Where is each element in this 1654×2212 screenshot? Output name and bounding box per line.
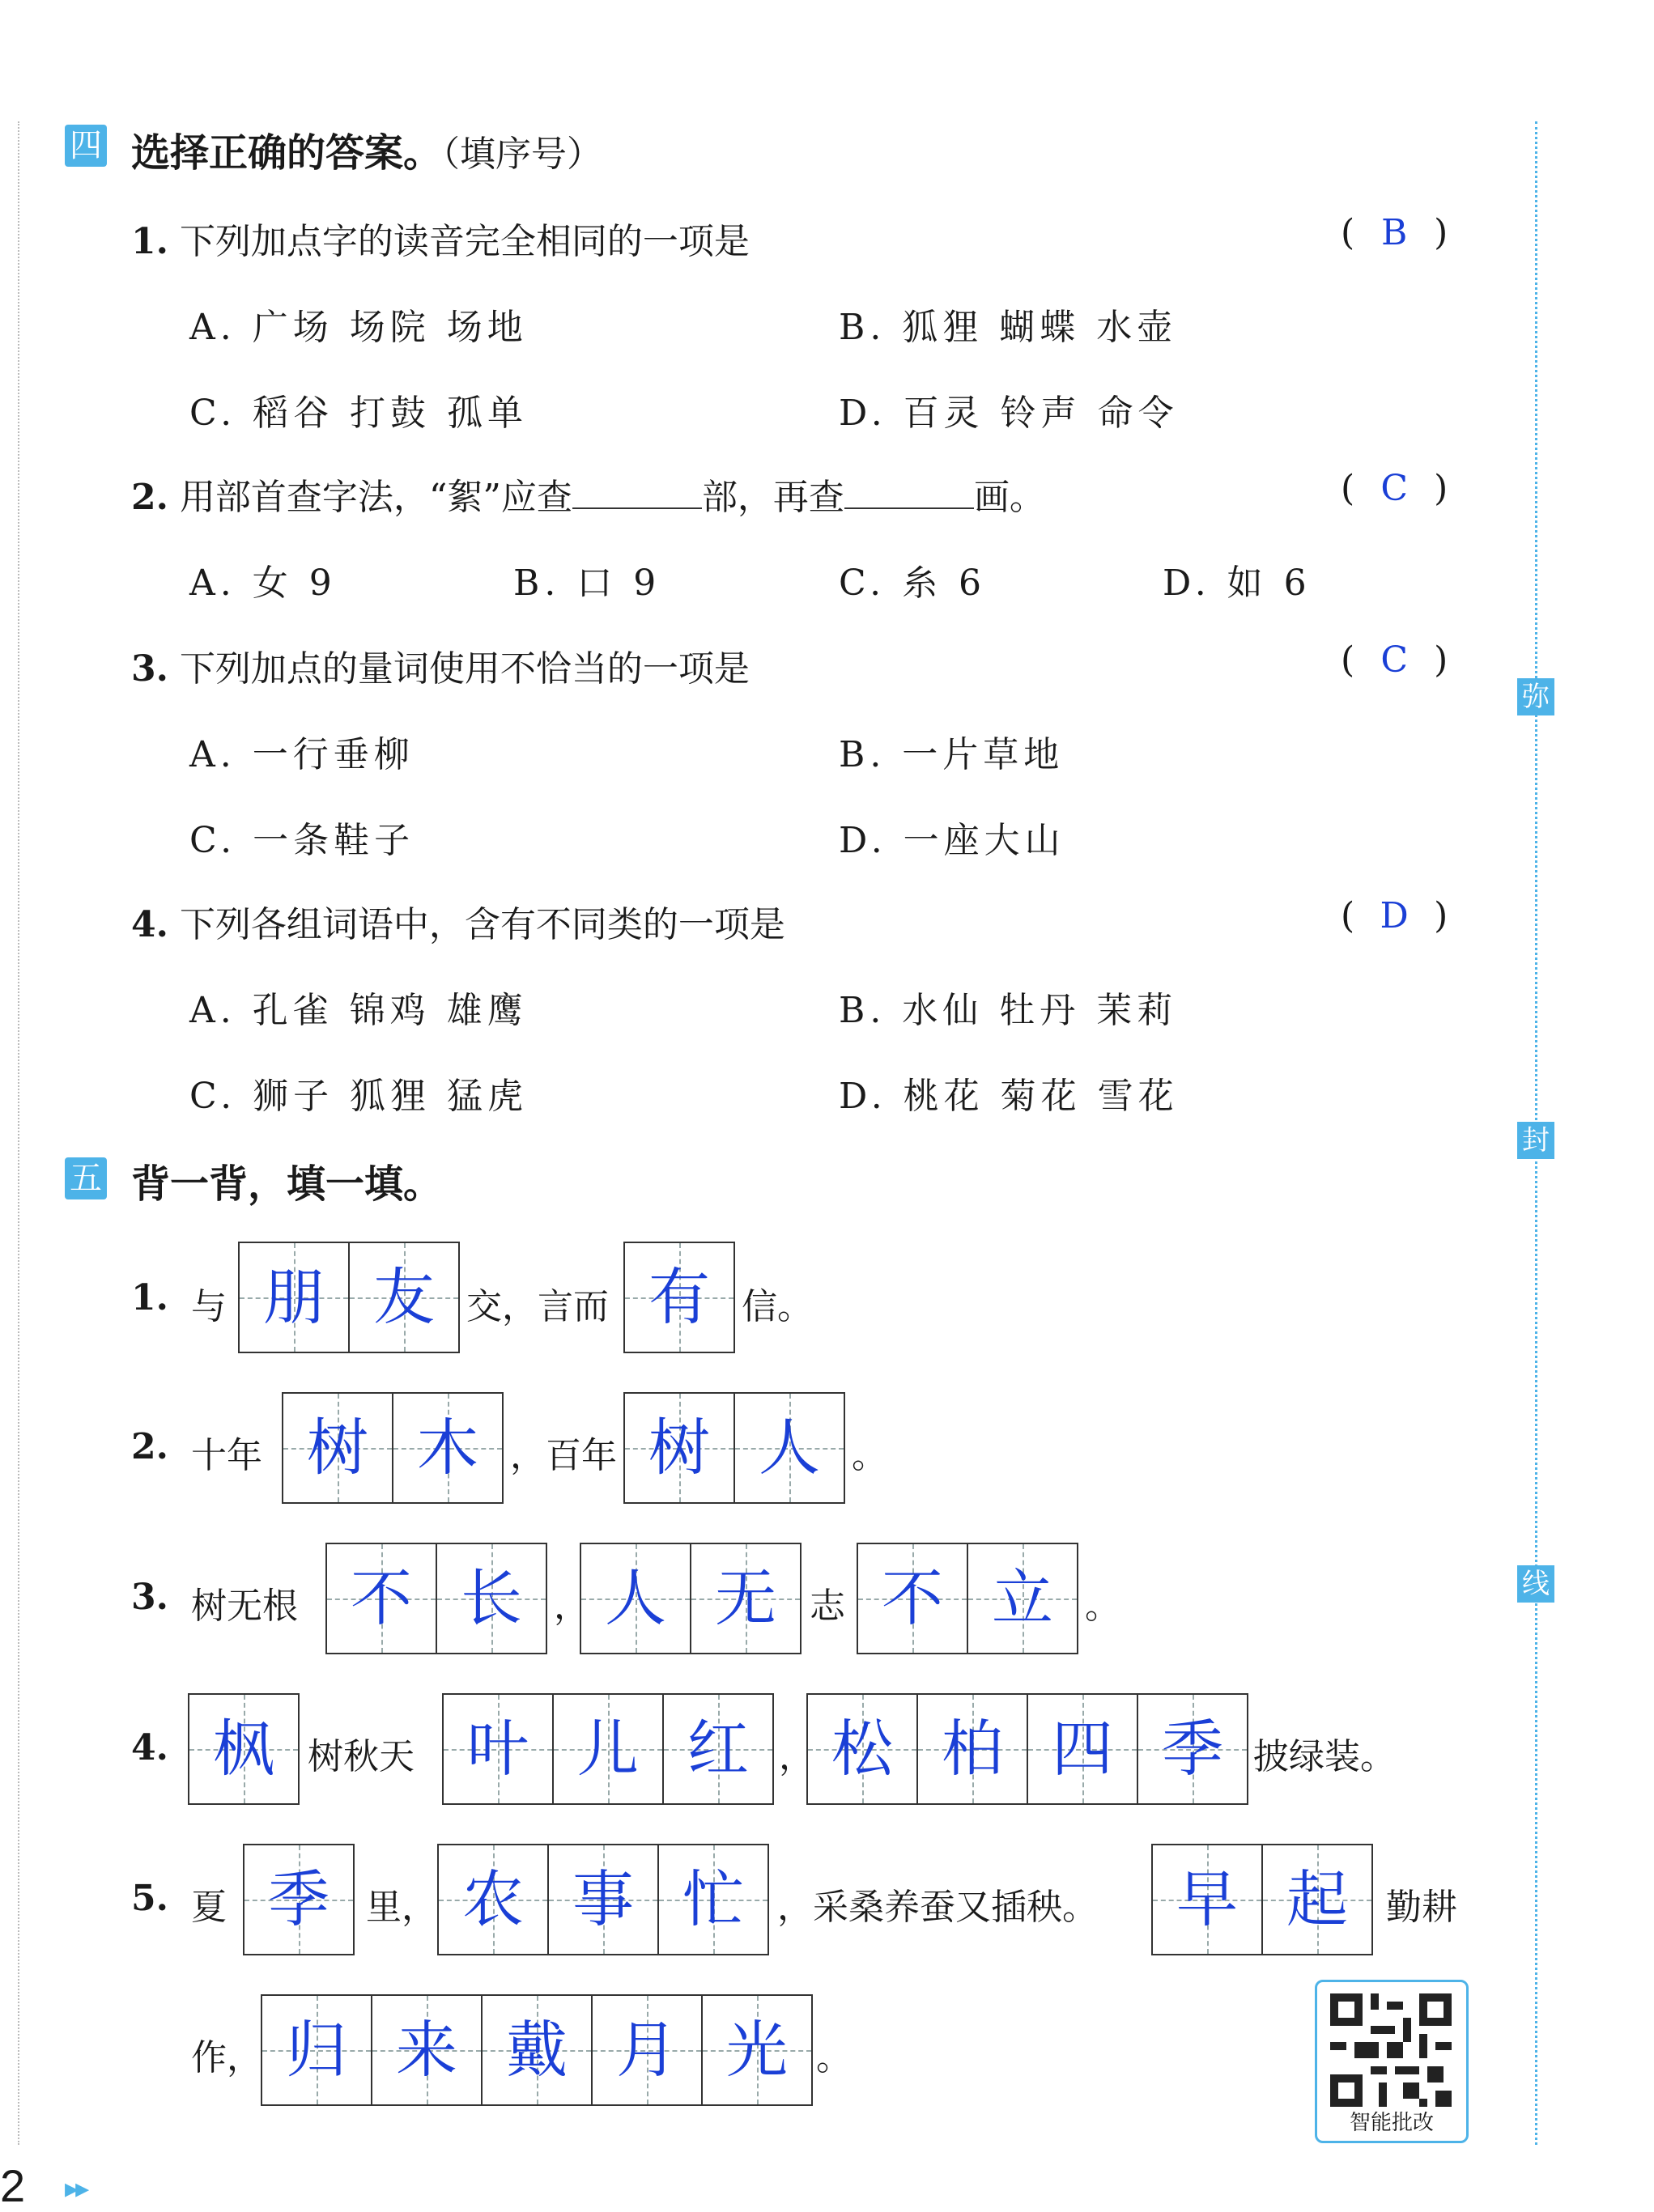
item-2-text-3: 。 <box>852 1435 887 1476</box>
section-4-title-text: 选择正确的答案。 <box>131 130 443 176</box>
item-1-text-3: 信。 <box>742 1286 813 1327</box>
item-3-number: 3. <box>131 1577 168 1618</box>
section-5-title: 背一背，填一填。 <box>131 1161 443 1207</box>
section-4-title <box>131 121 602 177</box>
question-number: 2. <box>131 477 168 518</box>
answer-cell: 有 <box>623 1242 735 1353</box>
page-number: 2 <box>0 2160 26 2211</box>
option-1b: B. 狐狸 蝴蝶 水壶 <box>839 307 1178 348</box>
item-5-boxes-3 <box>1151 1844 1373 1955</box>
answer-cell: 戴 <box>481 1994 593 2106</box>
option-4c: C. 狮子 狐狸 猛虎 <box>189 1076 529 1117</box>
item-5-text-2: 里， <box>366 1887 437 1928</box>
option-1a: A. 广场 场院 场地 <box>189 307 528 348</box>
question-text-a: 用部首查字法，“絮”应查 <box>179 477 572 518</box>
answer-cell: 起 <box>1261 1844 1373 1955</box>
seal-tag-2: 封 <box>1517 1122 1554 1159</box>
option-3a: A. 一行垂柳 <box>189 734 415 775</box>
answer-cell: 农 <box>437 1844 549 1955</box>
item-3-boxes-1 <box>325 1543 547 1654</box>
answer-cell: 树 <box>623 1392 735 1504</box>
item-4-boxes-1 <box>188 1693 300 1805</box>
answer-cell: 树 <box>282 1392 393 1504</box>
item-5-text-4: 勤耕 <box>1386 1887 1457 1928</box>
item-2-text-1: 十年 <box>191 1435 262 1476</box>
item-3-text-2: ， <box>554 1586 589 1627</box>
qr-label: 智能批改 <box>1349 2111 1434 2135</box>
section-4-hint: （填序号） <box>442 134 603 175</box>
item-3-text-4: 。 <box>1085 1586 1120 1627</box>
option-1c: C. 稻谷 打鼓 孤单 <box>189 393 529 434</box>
option-2c: C. 糸 6 <box>839 563 987 604</box>
item-5-text-3: ，采桑养蚕又插秧。 <box>777 1887 1098 1928</box>
fill-blank[interactable] <box>572 499 702 509</box>
item-5-boxes-1 <box>243 1844 355 1955</box>
item-4-boxes-3 <box>806 1693 1248 1805</box>
answer-cell: 月 <box>591 1994 703 2106</box>
answer-2: C <box>1380 468 1408 509</box>
answer-4: D <box>1380 895 1409 936</box>
fill-blank[interactable] <box>844 499 974 509</box>
answer-3: C <box>1380 639 1408 681</box>
question-text: 下列加点字的读音完全相同的一项是 <box>179 221 750 262</box>
seal-tag-1: 弥 <box>1517 678 1554 715</box>
question-number: 3. <box>131 648 168 690</box>
question-text-c: 画。 <box>973 477 1045 518</box>
answer-cell: 忙 <box>657 1844 769 1955</box>
item-3-boxes-3 <box>857 1543 1078 1654</box>
option-1d: D. 百灵 铃声 命令 <box>839 393 1179 434</box>
answer-cell: 季 <box>243 1844 355 1955</box>
answer-cell: 红 <box>662 1693 774 1805</box>
question-2 <box>131 468 1045 520</box>
item-4-text-3: 披绿装。 <box>1253 1736 1396 1777</box>
question-number: 1. <box>131 221 168 262</box>
item-2-boxes-1 <box>282 1392 504 1504</box>
answer-paren-2: ( C ) <box>1341 468 1448 509</box>
item-5-number: 5. <box>131 1878 168 1919</box>
answer-cell: 叶 <box>442 1693 554 1805</box>
question-text: 下列各组词语中，含有不同类的一项是 <box>179 904 785 945</box>
option-4a: A. 孔雀 锦鸡 雄鹰 <box>189 990 528 1031</box>
answer-cell: 来 <box>371 1994 483 2106</box>
option-2d: D. 如 6 <box>1163 563 1312 604</box>
item-3-text-3: 志 <box>810 1586 845 1627</box>
item-3-text-1: 树无根 <box>191 1586 298 1627</box>
item-2-text-2: ，百年 <box>510 1435 617 1476</box>
option-3d: D. 一座大山 <box>839 820 1065 861</box>
item-4-text-1: 树秋天 <box>308 1736 415 1777</box>
answer-cell: 柏 <box>916 1693 1028 1805</box>
answer-cell: 人 <box>733 1392 845 1504</box>
item-5-text-5: 作， <box>191 2037 262 2078</box>
answer-cell: 枫 <box>188 1693 300 1805</box>
question-4 <box>131 895 785 947</box>
answer-cell: 不 <box>325 1543 437 1654</box>
item-4-number: 4. <box>131 1727 168 1768</box>
item-5-boxes-4 <box>261 1994 813 2106</box>
answer-cell: 归 <box>261 1994 372 2106</box>
answer-cell: 人 <box>580 1543 691 1654</box>
answer-cell: 季 <box>1137 1693 1248 1805</box>
item-1-text-2: 交，言而 <box>466 1286 609 1327</box>
answer-1: B <box>1380 212 1408 253</box>
option-2b: B. 口 9 <box>513 563 661 604</box>
item-4-boxes-2 <box>442 1693 774 1805</box>
question-text-b: 部，再查 <box>701 477 844 518</box>
answer-cell: 朋 <box>238 1242 350 1353</box>
answer-paren-3: ( C ) <box>1341 639 1448 681</box>
item-1-number: 1. <box>131 1277 168 1318</box>
left-margin-line <box>18 121 19 2145</box>
answer-cell: 松 <box>806 1693 918 1805</box>
option-3b: B. 一片草地 <box>839 734 1065 775</box>
item-2-number: 2. <box>131 1426 168 1467</box>
item-5-text-6: 。 <box>816 2037 852 2078</box>
answer-paren-1: ( B ) <box>1341 212 1448 253</box>
question-number: 4. <box>131 904 168 945</box>
option-2a: A. 女 9 <box>189 563 337 604</box>
section-4-icon: 四 <box>65 125 107 167</box>
question-text: 下列加点的量词使用不恰当的一项是 <box>179 648 750 690</box>
answer-cell: 早 <box>1151 1844 1263 1955</box>
qr-code-icon <box>1330 1993 1452 2107</box>
item-2-boxes-2 <box>623 1392 845 1504</box>
answer-cell: 光 <box>701 1994 813 2106</box>
answer-cell: 木 <box>392 1392 504 1504</box>
answer-cell: 无 <box>690 1543 801 1654</box>
option-4d: D. 桃花 菊花 雪花 <box>839 1076 1179 1117</box>
section-5-icon: 五 <box>65 1157 107 1199</box>
answer-cell: 四 <box>1027 1693 1138 1805</box>
answer-cell: 事 <box>547 1844 659 1955</box>
question-1 <box>131 212 750 264</box>
qr-code[interactable] <box>1315 1980 1469 2143</box>
answer-cell: 友 <box>348 1242 460 1353</box>
item-1-boxes-2 <box>623 1242 735 1353</box>
answer-cell: 不 <box>857 1543 968 1654</box>
answer-paren-4: ( D ) <box>1341 895 1448 936</box>
item-3-boxes-2 <box>580 1543 801 1654</box>
question-3 <box>131 639 750 691</box>
item-4-text-2: ， <box>779 1736 814 1777</box>
seal-tag-3: 线 <box>1517 1565 1554 1603</box>
option-4b: B. 水仙 牡丹 茉莉 <box>839 990 1178 1031</box>
answer-cell: 立 <box>967 1543 1078 1654</box>
item-5-boxes-2 <box>437 1844 769 1955</box>
item-1-boxes-1 <box>238 1242 460 1353</box>
option-3c: C. 一条鞋子 <box>189 820 415 861</box>
answer-cell: 儿 <box>552 1693 664 1805</box>
item-1-text-1: 与 <box>191 1286 227 1327</box>
item-5-text-1: 夏 <box>191 1887 227 1928</box>
page-arrows-icon: ▸▸ <box>65 2172 87 2205</box>
answer-cell: 长 <box>436 1543 547 1654</box>
